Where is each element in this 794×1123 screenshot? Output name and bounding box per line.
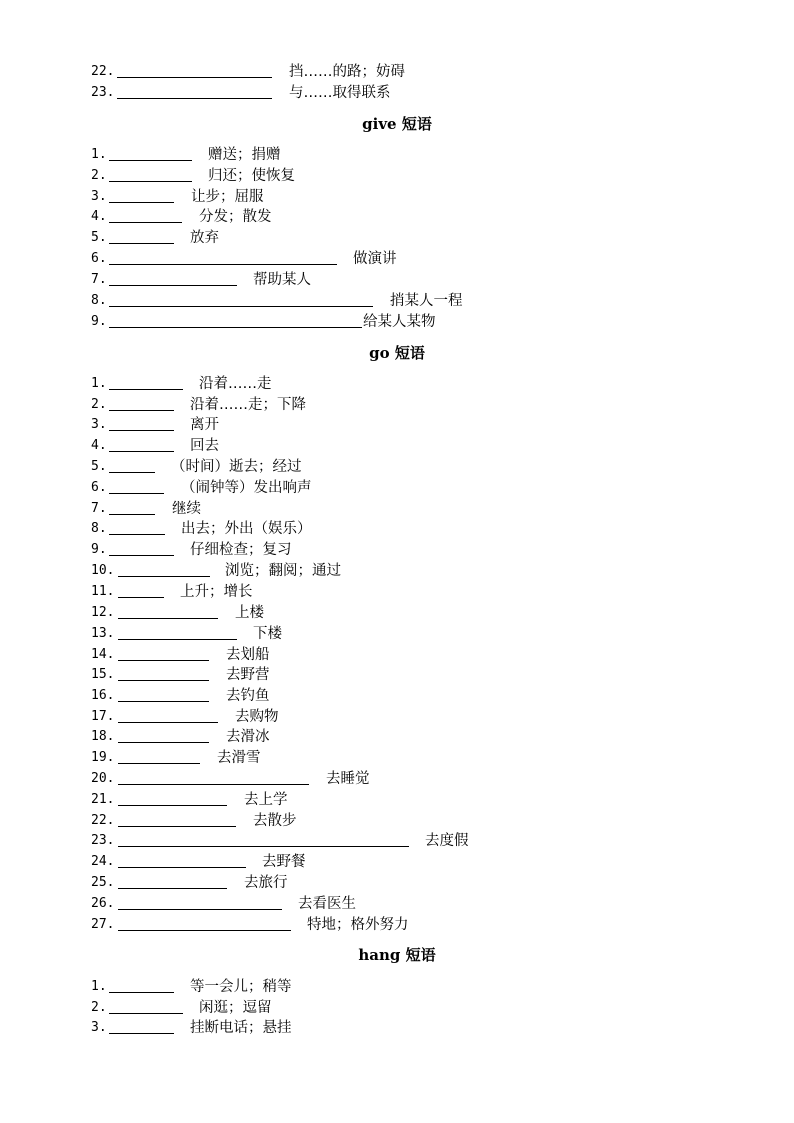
item-number: 4.: [91, 438, 107, 453]
answer-blank[interactable]: [109, 160, 192, 161]
item-number: 3.: [91, 417, 107, 432]
item-number: 24.: [91, 854, 115, 869]
item-meaning: 去野餐: [262, 854, 306, 870]
item-number: 2.: [91, 168, 107, 183]
item-meaning: 挡……的路；妨碍: [289, 64, 405, 80]
item-meaning: 回去: [190, 438, 219, 454]
item-number: 21.: [91, 792, 115, 807]
item-meaning: 去度假: [425, 833, 469, 849]
item-meaning: 出去；外出（娱乐）: [181, 521, 312, 537]
item-number: 19.: [91, 750, 115, 765]
item-number: 4.: [91, 209, 107, 224]
answer-blank[interactable]: [118, 867, 246, 868]
answer-blank[interactable]: [109, 514, 155, 515]
answer-blank[interactable]: [109, 389, 183, 390]
item-number: 22.: [91, 813, 115, 828]
item-number: 5.: [91, 230, 107, 245]
answer-blank[interactable]: [109, 202, 174, 203]
item-number: 20.: [91, 771, 115, 786]
item-meaning: 去睡觉: [326, 771, 370, 787]
item-meaning: 去旅行: [244, 875, 288, 891]
item-number: 9.: [91, 542, 107, 557]
item-number: 1.: [91, 147, 107, 162]
answer-blank[interactable]: [118, 930, 291, 931]
item-number: 2.: [91, 397, 107, 412]
item-meaning: 去滑冰: [226, 729, 270, 745]
answer-blank[interactable]: [118, 742, 209, 743]
answer-blank[interactable]: [109, 222, 182, 223]
item-number: 25.: [91, 875, 115, 890]
item-number: 14.: [91, 647, 115, 662]
answer-blank[interactable]: [109, 555, 174, 556]
item-meaning: 仔细检查；复习: [190, 542, 292, 558]
answer-blank[interactable]: [118, 597, 164, 598]
item-number: 26.: [91, 896, 115, 911]
item-number: 22.: [91, 64, 115, 79]
answer-blank[interactable]: [117, 98, 272, 99]
item-meaning: 上楼: [235, 605, 264, 621]
answer-blank[interactable]: [109, 472, 155, 473]
answer-blank[interactable]: [118, 909, 282, 910]
answer-blank[interactable]: [118, 826, 236, 827]
item-meaning: 帮助某人: [253, 272, 311, 288]
item-number: 18.: [91, 729, 115, 744]
answer-blank[interactable]: [117, 77, 272, 78]
item-meaning: 赠送；捐赠: [208, 147, 281, 163]
item-number: 8.: [91, 293, 107, 308]
answer-blank[interactable]: [118, 576, 210, 577]
answer-blank[interactable]: [118, 722, 218, 723]
answer-blank[interactable]: [118, 618, 218, 619]
item-number: 6.: [91, 251, 107, 266]
item-number: 10.: [91, 563, 115, 578]
answer-blank[interactable]: [109, 1013, 183, 1014]
item-meaning: 沿着……走；下降: [190, 397, 306, 413]
section-heading-hang: hang 短语: [358, 946, 436, 964]
item-number: 7.: [91, 501, 107, 516]
item-meaning: 继续: [172, 501, 201, 517]
item-meaning: 浏览；翻阅；通过: [225, 563, 341, 579]
answer-blank[interactable]: [118, 805, 227, 806]
answer-blank[interactable]: [118, 846, 409, 847]
item-meaning: 特地；格外努力: [307, 917, 409, 933]
item-number: 23.: [91, 85, 115, 100]
answer-blank[interactable]: [118, 639, 237, 640]
answer-blank[interactable]: [118, 763, 200, 764]
item-meaning: 去购物: [235, 709, 279, 725]
item-meaning: 去看医生: [298, 896, 356, 912]
answer-blank[interactable]: [109, 992, 174, 993]
answer-blank[interactable]: [118, 680, 209, 681]
answer-blank[interactable]: [118, 888, 227, 889]
item-number: 3.: [91, 189, 107, 204]
item-meaning: 做演讲: [353, 251, 397, 267]
item-meaning: 归还；使恢复: [208, 168, 295, 184]
item-number: 3.: [91, 1020, 107, 1035]
item-meaning: 挂断电话；悬挂: [190, 1020, 292, 1036]
item-meaning: 离开: [190, 417, 219, 433]
item-number: 13.: [91, 626, 115, 641]
item-meaning: 让步；屈服: [191, 189, 264, 205]
item-number: 9.: [91, 314, 107, 329]
answer-blank[interactable]: [109, 410, 174, 411]
item-meaning: 上升；增长: [180, 584, 253, 600]
item-meaning: 下楼: [253, 626, 282, 642]
answer-blank[interactable]: [109, 534, 165, 535]
answer-blank[interactable]: [109, 306, 373, 307]
item-number: 6.: [91, 480, 107, 495]
answer-blank[interactable]: [109, 493, 164, 494]
item-number: 17.: [91, 709, 115, 724]
answer-blank[interactable]: [109, 181, 192, 182]
item-meaning: 捎某人一程: [390, 293, 463, 309]
section-heading-go: go 短语: [369, 344, 425, 362]
item-number: 15.: [91, 667, 115, 682]
answer-blank[interactable]: [109, 285, 237, 286]
item-meaning: （闹钟等）发出响声: [181, 480, 312, 496]
answer-blank[interactable]: [109, 327, 362, 328]
item-meaning: 给某人某物: [363, 314, 436, 330]
item-number: 23.: [91, 833, 115, 848]
item-number: 16.: [91, 688, 115, 703]
item-number: 1.: [91, 979, 107, 994]
answer-blank[interactable]: [118, 660, 209, 661]
answer-blank[interactable]: [118, 701, 209, 702]
item-meaning: 去散步: [253, 813, 297, 829]
section-heading-give: give 短语: [362, 115, 432, 133]
item-number: 2.: [91, 1000, 107, 1015]
item-number: 11.: [91, 584, 115, 599]
item-meaning: 去钓鱼: [226, 688, 270, 704]
answer-blank[interactable]: [109, 264, 337, 265]
item-meaning: 去滑雪: [217, 750, 261, 766]
answer-blank[interactable]: [109, 243, 174, 244]
item-meaning: 分发；散发: [199, 209, 272, 225]
item-meaning: 沿着……走: [199, 376, 272, 392]
item-meaning: 去野营: [226, 667, 270, 683]
item-number: 27.: [91, 917, 115, 932]
item-meaning: 去上学: [244, 792, 288, 808]
answer-blank[interactable]: [109, 1033, 174, 1034]
item-meaning: 等一会儿；稍等: [190, 979, 292, 995]
item-meaning: 去划船: [226, 647, 270, 663]
item-meaning: 放弃: [190, 230, 219, 246]
item-meaning: （时间）逝去；经过: [171, 459, 302, 475]
item-number: 7.: [91, 272, 107, 287]
item-meaning: 与……取得联系: [289, 85, 391, 101]
item-number: 5.: [91, 459, 107, 474]
item-number: 8.: [91, 521, 107, 536]
answer-blank[interactable]: [109, 430, 174, 431]
answer-blank[interactable]: [109, 451, 174, 452]
item-number: 12.: [91, 605, 115, 620]
item-number: 1.: [91, 376, 107, 391]
answer-blank[interactable]: [118, 784, 309, 785]
item-meaning: 闲逛；逗留: [199, 1000, 272, 1016]
